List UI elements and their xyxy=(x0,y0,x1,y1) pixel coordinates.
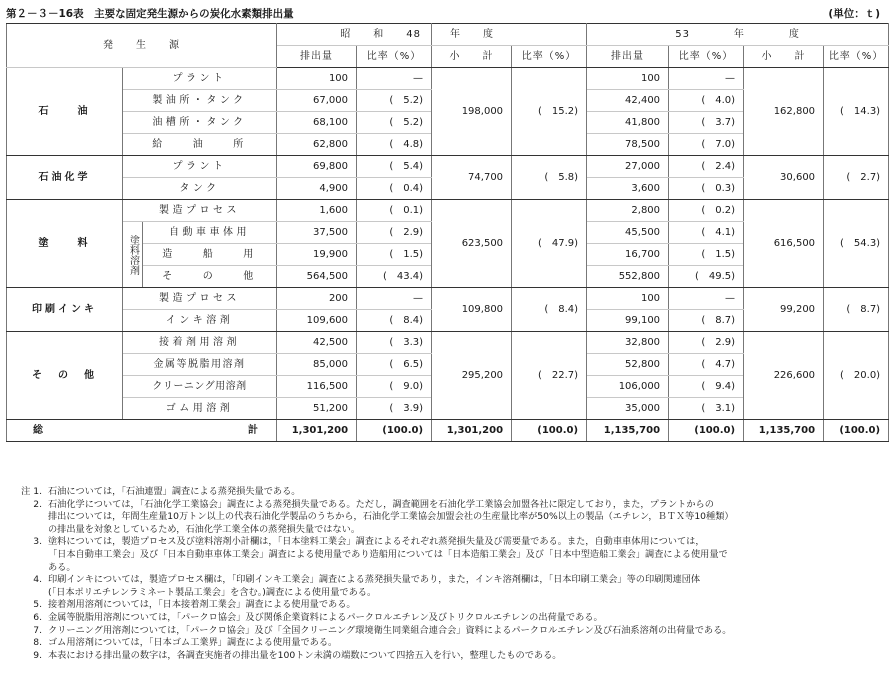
emission-53: 3,600 xyxy=(587,178,669,200)
header-subtotal-48: 小 計 xyxy=(432,46,512,68)
row-label: 接着剤用溶剤 xyxy=(123,332,277,354)
emission-48: 69,800 xyxy=(277,156,357,178)
subtotal-53: 162,800 xyxy=(744,68,824,156)
ratio-48: ( 0.4) xyxy=(357,178,432,200)
subtotal-53: 226,600 xyxy=(744,332,824,420)
note-text: クリーニング用溶剤については，「パークロ協会」及び「全国クリーニング環境衛生同業組合連合会」資料によるパークロルエチレン及び石油系溶剤の出荷量である。 xyxy=(48,624,732,636)
group-oil: 石 油 xyxy=(7,68,123,156)
emission-53: 35,000 xyxy=(587,398,669,420)
ratio-53: ( 2.9) xyxy=(669,332,744,354)
row-label: プラント xyxy=(123,156,277,178)
note-line xyxy=(6,587,890,600)
ratio-53: — xyxy=(669,288,744,310)
group-paint: 塗 料 xyxy=(7,200,123,288)
header-subtotal-53: 小 計 xyxy=(744,46,824,68)
ratio-48: ( 5.2) xyxy=(357,90,432,112)
emission-53: 2,800 xyxy=(587,200,669,222)
ratio-53: ( 8.7) xyxy=(669,310,744,332)
notes xyxy=(6,486,890,662)
header-ratio-48: 比率（%） xyxy=(357,46,432,68)
note-line xyxy=(6,650,890,663)
group-other: そ の 他 xyxy=(7,332,123,420)
header-emission-48: 排出量 xyxy=(277,46,357,68)
ratio-53: ( 9.4) xyxy=(669,376,744,398)
emission-53: 100 xyxy=(587,288,669,310)
ratio-53: ( 3.7) xyxy=(669,112,744,134)
emission-53: 16,700 xyxy=(587,244,669,266)
ratio-48: ( 8.4) xyxy=(357,310,432,332)
header-ratio-53: 比率（%） xyxy=(669,46,744,68)
header-s48-right: 年 度 xyxy=(432,24,587,46)
emission-48: 37,500 xyxy=(277,222,357,244)
ratio-48: ( 5.4) xyxy=(357,156,432,178)
row-label: 自動車車体用 xyxy=(143,222,277,244)
emission-53: 78,500 xyxy=(587,134,669,156)
note-line xyxy=(6,637,890,650)
subratio-53: ( 8.7) xyxy=(824,288,889,332)
total-subratio-53: (100.0) xyxy=(824,420,889,442)
ratio-48: — xyxy=(357,68,432,90)
emission-48: 62,800 xyxy=(277,134,357,156)
table-row xyxy=(7,288,889,310)
total-ratio-53: (100.0) xyxy=(669,420,744,442)
header-subratio-53: 比率（%） xyxy=(824,46,889,68)
subtotal-53: 99,200 xyxy=(744,288,824,332)
group-ink: 印刷インキ xyxy=(7,288,123,332)
table-row xyxy=(7,156,889,178)
subtotal-48: 623,500 xyxy=(432,200,512,288)
emission-48: 564,500 xyxy=(277,266,357,288)
row-label: クリーニング用溶剤 xyxy=(123,376,277,398)
subtotal-53: 30,600 xyxy=(744,156,824,200)
note-number: 7. xyxy=(33,624,42,636)
emission-53: 52,800 xyxy=(587,354,669,376)
title-bar xyxy=(6,6,890,22)
note-number: 6. xyxy=(33,611,42,623)
note-text: 金属等脱脂用溶剤については，「パークロ協会」及び関係企業資料によるパークロルエチレン及びトリクロルエチレンの出荷量である。 xyxy=(48,611,603,623)
ratio-53: ( 0.3) xyxy=(669,178,744,200)
emission-53: 45,500 xyxy=(587,222,669,244)
note-text: 塗料については，製造プロセス及び塗料溶剤小計欄は，「日本塗料工業会」調査によるそれぞれ蒸発損失量及び需要量である。また，自動車車体用については， xyxy=(48,536,705,548)
emission-table xyxy=(6,23,889,442)
group-petrochem: 石油化学 xyxy=(7,156,123,200)
note-text: 排出については，年間生産量10万トン以上の代表石油化学製品のうちから，石油化学工業協会加盟会社の生産量比率が50%以上の製品（エチレン，ＢＴＸ等10種類） xyxy=(48,511,734,523)
note-line xyxy=(6,536,890,549)
emission-48: 100 xyxy=(277,68,357,90)
emission-48: 67,000 xyxy=(277,90,357,112)
row-label: 給 油 所 xyxy=(123,134,277,156)
header-s53: 53 年 度 xyxy=(587,24,889,46)
ratio-53: ( 4.1) xyxy=(669,222,744,244)
ratio-53: ( 49.5) xyxy=(669,266,744,288)
note-text: ある。 xyxy=(48,561,76,573)
emission-48: 200 xyxy=(277,288,357,310)
ratio-53: ( 3.1) xyxy=(669,398,744,420)
note-text: 接着剤用溶剤については，「日本接着剤工業会」調査による使用量である。 xyxy=(48,599,356,611)
note-text: 本表における排出量の数字は，各調査実施者の排出量を100トン未満の端数について四捨五入を行い，整理したものである。 xyxy=(48,649,562,661)
subratio-53: ( 2.7) xyxy=(824,156,889,200)
note-line xyxy=(6,549,890,562)
table-row xyxy=(7,332,889,354)
ratio-48: ( 3.3) xyxy=(357,332,432,354)
row-label: 製造プロセス xyxy=(123,200,277,222)
paint-solvent-label: 塗料溶剤 xyxy=(123,222,143,288)
ratio-53: ( 4.0) xyxy=(669,90,744,112)
note-line xyxy=(6,574,890,587)
note-number: 9. xyxy=(33,649,42,661)
ratio-48: ( 9.0) xyxy=(357,376,432,398)
note-line xyxy=(6,524,890,537)
total-subratio-48: (100.0) xyxy=(512,420,587,442)
table-title: 第２－３－16表 主要な固定発生源からの炭化水素類排出量 xyxy=(6,8,294,20)
subratio-48: ( 15.2) xyxy=(512,68,587,156)
note-number: 2. xyxy=(33,498,42,510)
table-row xyxy=(7,68,889,90)
ratio-53: ( 1.5) xyxy=(669,244,744,266)
row-label: インキ溶剤 xyxy=(123,310,277,332)
total-label xyxy=(7,420,277,442)
ratio-48: ( 0.1) xyxy=(357,200,432,222)
total-label-right: 計 xyxy=(248,425,259,436)
emission-48: 85,000 xyxy=(277,354,357,376)
emission-48: 116,500 xyxy=(277,376,357,398)
subtotal-53: 616,500 xyxy=(744,200,824,288)
subtotal-48: 74,700 xyxy=(432,156,512,200)
subratio-53: ( 54.3) xyxy=(824,200,889,288)
emission-53: 552,800 xyxy=(587,266,669,288)
note-number xyxy=(6,524,48,537)
header-subratio-48: 比率（%） xyxy=(512,46,587,68)
note-number: 4. xyxy=(33,574,42,586)
total-emission-53: 1,135,700 xyxy=(587,420,669,442)
note-number xyxy=(6,511,48,524)
note-line xyxy=(6,599,890,612)
note-number xyxy=(6,549,48,562)
ratio-53: ( 4.7) xyxy=(669,354,744,376)
ratio-53: — xyxy=(669,68,744,90)
emission-48: 19,900 xyxy=(277,244,357,266)
row-label: プラント xyxy=(123,68,277,90)
row-label: 油槽所・タンク xyxy=(123,112,277,134)
header-emission-53: 排出量 xyxy=(587,46,669,68)
row-label: 造 船 用 xyxy=(143,244,277,266)
ratio-48: ( 5.2) xyxy=(357,112,432,134)
note-line xyxy=(6,511,890,524)
total-subtotal-53: 1,135,700 xyxy=(744,420,824,442)
row-label: 製油所・タンク xyxy=(123,90,277,112)
subtotal-48: 295,200 xyxy=(432,332,512,420)
subtotal-48: 109,800 xyxy=(432,288,512,332)
subratio-53: ( 20.0) xyxy=(824,332,889,420)
note-number xyxy=(6,562,48,575)
emission-53: 106,000 xyxy=(587,376,669,398)
subratio-53: ( 14.3) xyxy=(824,68,889,156)
total-row xyxy=(7,420,889,442)
ratio-53: ( 0.2) xyxy=(669,200,744,222)
emission-48: 51,200 xyxy=(277,398,357,420)
note-line xyxy=(6,625,890,638)
note-number: 8. xyxy=(33,637,42,649)
note-number xyxy=(6,587,48,600)
ratio-48: ( 4.8) xyxy=(357,134,432,156)
subratio-48: ( 22.7) xyxy=(512,332,587,420)
note-text: 「日本自動車工業会」及び「日本自動車車体工業会」調査による使用量であり造船用については「日本造船工業会」及び「日本中型造船工業会」調査による使用量で xyxy=(48,548,728,560)
subratio-48: ( 5.8) xyxy=(512,156,587,200)
note-line xyxy=(6,486,890,499)
note-line xyxy=(6,562,890,575)
header-s48-left: 昭 和 48 xyxy=(277,24,432,46)
ratio-48: ( 43.4) xyxy=(357,266,432,288)
subratio-48: ( 47.9) xyxy=(512,200,587,288)
emission-48: 4,900 xyxy=(277,178,357,200)
emission-48: 68,100 xyxy=(277,112,357,134)
note-line xyxy=(6,612,890,625)
emission-48: 109,600 xyxy=(277,310,357,332)
table-row xyxy=(7,200,889,222)
emission-48: 42,500 xyxy=(277,332,357,354)
note-number: 注 1. xyxy=(21,486,42,497)
ratio-53: ( 2.4) xyxy=(669,156,744,178)
row-label: タンク xyxy=(123,178,277,200)
note-text: ゴム用溶剤については，「日本ゴム工業界」調査による使用量である。 xyxy=(48,637,338,649)
emission-48: 1,600 xyxy=(277,200,357,222)
ratio-53: ( 7.0) xyxy=(669,134,744,156)
note-text: 石油については，「石油連盟」調査による蒸発損失量である。 xyxy=(48,486,301,497)
emission-53: 99,100 xyxy=(587,310,669,332)
row-label: 金属等脱脂用溶剤 xyxy=(123,354,277,376)
note-text: (「日本ポリエチレンラミネート製品工業会」を含む｡)調査による使用量である。 xyxy=(48,586,377,598)
note-text: 印刷インキについては，製造プロセス欄は，「印刷インキ工業会」調査による蒸発損失量であり，また，インキ溶剤欄は，「日本印刷工業会」等の印刷関連団体 xyxy=(48,574,701,586)
row-label: 製造プロセス xyxy=(123,288,277,310)
note-text: の排出量を対象としているため，石油化学工業全体の蒸発損失量ではない。 xyxy=(48,523,361,535)
note-text: 石油化学については，「石油化学工業協会」調査による蒸発損失量である。ただし，調査範囲を石油化学工業協会加盟各社に限定しており，また，プラントからの xyxy=(48,498,714,510)
ratio-48: ( 2.9) xyxy=(357,222,432,244)
total-emission-48: 1,301,200 xyxy=(277,420,357,442)
unit-label: (単位：ｔ) xyxy=(828,8,880,20)
row-label: ゴム用溶剤 xyxy=(123,398,277,420)
emission-53: 32,800 xyxy=(587,332,669,354)
emission-53: 41,800 xyxy=(587,112,669,134)
note-number: 3. xyxy=(33,536,42,548)
note-line xyxy=(6,499,890,512)
ratio-48: ( 1.5) xyxy=(357,244,432,266)
total-label-left: 総 xyxy=(33,425,43,436)
emission-53: 100 xyxy=(587,68,669,90)
total-subtotal-48: 1,301,200 xyxy=(432,420,512,442)
subratio-48: ( 8.4) xyxy=(512,288,587,332)
emission-53: 27,000 xyxy=(587,156,669,178)
row-label: そ の 他 xyxy=(143,266,277,288)
subtotal-48: 198,000 xyxy=(432,68,512,156)
total-ratio-48: (100.0) xyxy=(357,420,432,442)
ratio-48: — xyxy=(357,288,432,310)
emission-53: 42,400 xyxy=(587,90,669,112)
ratio-48: ( 6.5) xyxy=(357,354,432,376)
note-number: 5. xyxy=(33,599,42,611)
ratio-48: ( 3.9) xyxy=(357,398,432,420)
header-source: 発 生 源 xyxy=(7,24,277,68)
